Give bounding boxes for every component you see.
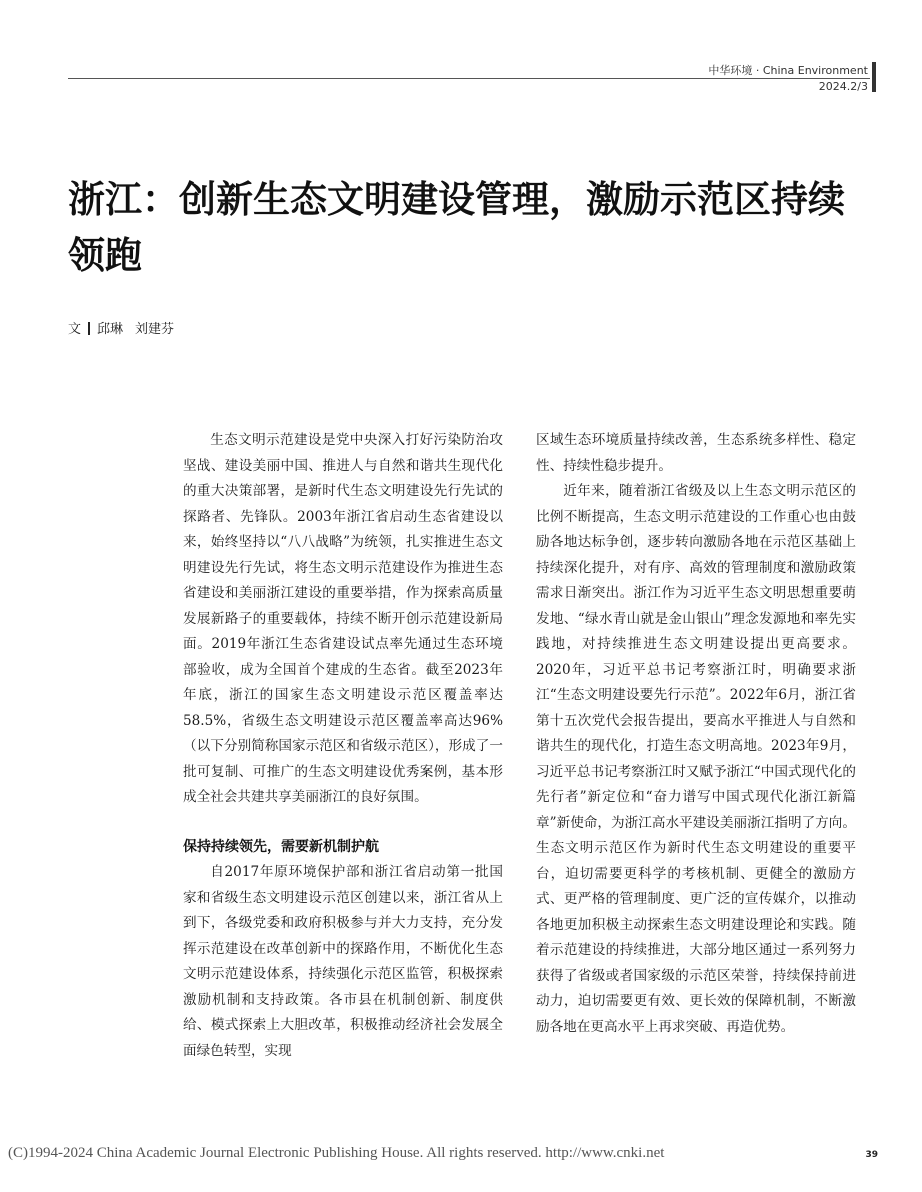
left-column <box>183 428 503 1064</box>
body-paragraph: 生态文明示范建设是党中央深入打好污染防治攻坚战、建设美丽中国、推进人与自然和谐共生现代化的重大决策部署，是新时代生态文明建设先行先试的探路者、先锋队。2003年浙江省启动生态省建设以来，始终坚持以“八八战略”为统领，扎实推进生态文明建设先行先试，将生态文明示范建设作为推进生态省建设和美丽浙江建设的重要举措，作为探索高质量发展新路子的重要载体，持续不断开创示范建设新局面。2019年浙江生态省建设试点率先通过生态环境部验收，成为全国首个建成的生态省。截至2023年年底，浙江的国家生态文明建设示范区覆盖率达58.5%，省级生态文明建设示范区覆盖率高达96%（以下分别简称国家示范区和省级示范区），形成了一批可复制、可推广的生态文明建设优秀案例，基本形成全社会共建共享美丽浙江的良好氛围。 <box>183 432 503 805</box>
author-name: 邱琳 <box>97 322 124 337</box>
author-name: 刘建芬 <box>135 322 175 337</box>
byline-separator <box>88 322 90 335</box>
journal-name: 中华环境 · China Environment <box>708 64 868 77</box>
header-rule <box>68 78 870 79</box>
right-column <box>536 428 856 1040</box>
footer-copyright: (C)1994-2024 China Academic Journal Electronic Publishing House. All rights reserved. http://www.cnki.net <box>8 1145 665 1161</box>
section-heading: 保持持续领先，需要新机制护航 <box>183 838 379 855</box>
header-accent-bar <box>872 62 876 92</box>
issue-number: 2024.2/3 <box>818 80 868 93</box>
page-number: 39 <box>865 1150 878 1160</box>
body-paragraph-continued: 区域生态环境质量持续改善，生态系统多样性、稳定性、持续性稳步提升。 <box>536 432 856 474</box>
article-title: 浙江：创新生态文明建设管理，激励示范区持续领跑 <box>68 178 845 277</box>
body-paragraph: 近年来，随着浙江省级及以上生态文明示范区的比例不断提高，生态文明示范建设的工作重心也由鼓励各地达标争创，逐步转向激励各地在示范区基础上持续深化提升，对有序、高效的管理制度和激励政策需求日渐突出。浙江作为习近平生态文明思想重要萌发地、“绿水青山就是金山银山”理念发源地和率先实践地，对持续推进生态文明建设提出更高要求。2020年，习近平总书记考察浙江时，明确要求浙江“生态文明建设要先行示范”。2022年6月，浙江省第十五次党代会报告提出，要高水平推进人与自然和谐共生的现代化，打造生态文明高地。2023年9月，习近平总书记考察浙江时又赋予浙江“中国式现代化的先行者”新定位和“奋力谱写中国式现代化浙江新篇章”新使命，为浙江高水平建设美丽浙江指明了方向。生态文明示范区作为新时代生态文明建设的重要平台，迫切需要更科学的考核机制、更健全的激励方式、更严格的管理制度、更广泛的宣传媒介，以推动各地更加积极主动探索生态文明建设理论和实践。随着示范建设的持续推进，大部分地区通过一系列努力获得了省级或者国家级的示范区荣誉，持续保持前进动力，迫切需要更有效、更长效的保障机制，不断激励各地在更高水平上再求突破、再造优势。 <box>536 483 856 1035</box>
byline <box>68 318 186 337</box>
byline-prefix: 文 <box>68 322 82 337</box>
body-paragraph: 自2017年原环境保护部和浙江省启动第一批国家和省级生态文明建设示范区创建以来，浙江省从上到下，各级党委和政府积极参与并大力支持，充分发挥示范建设在改革创新中的探路作用，不断优化生态文明示范建设体系，持续强化示范区监管，积极探索激励机制和支持政策。各市县在机制创新、制度供给、模式探索上大胆改革，积极推动经济社会发展全面绿色转型，实现 <box>183 864 503 1059</box>
